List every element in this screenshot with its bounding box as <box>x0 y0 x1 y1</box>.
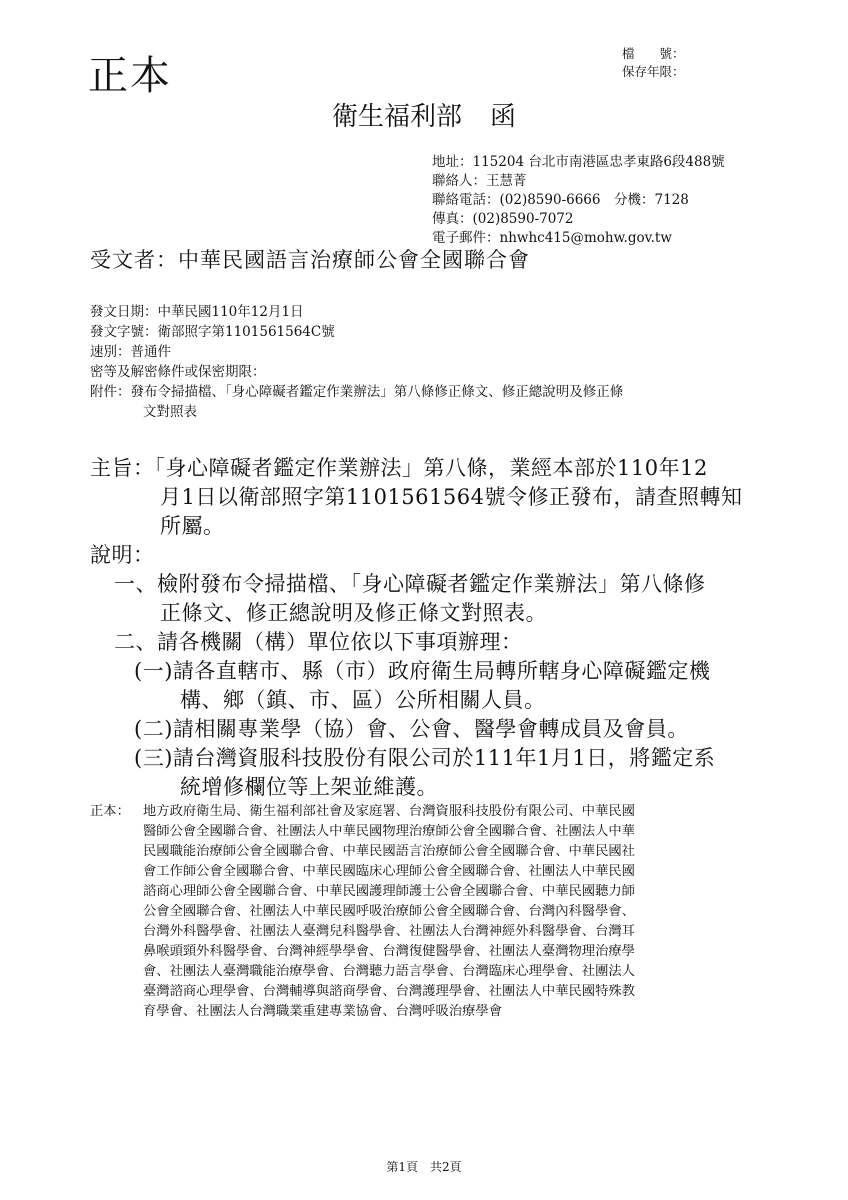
cc-label: 正本： <box>90 804 130 819</box>
delivery-speed: 速別：普通件 <box>90 344 171 360</box>
attachment-line-1: 附件：發布令掃描檔、「身心障礙者鑑定作業辦法」第八條修正條文、修正總說明及修正條 <box>90 384 624 400</box>
contact-phone: 聯絡電話：(02)8590-6666 分機：7128 <box>432 192 689 208</box>
cc-line: 臺灣諮商心理學會、台灣輔導與諮商學會、台灣護理學會、社團法人中華民國特殊教 <box>143 984 635 999</box>
attachment-line-2: 文對照表 <box>143 404 197 420</box>
subject-line-1: 主旨：「身心障礙者鑑定作業辦法」第八條，業經本部於110年12 <box>90 456 708 480</box>
cc-line: 醫師公會全國聯合會、社團法人中華民國物理治療師公會全國聯合會、社團法人中華 <box>143 824 635 839</box>
file-number-label: 檔 號： <box>622 46 685 61</box>
explanation-sub-1-line-2: 構、鄉（鎮、市、區）公所相關人員。 <box>180 688 546 712</box>
explanation-item-2-line-1: 二、請各機關（構）單位依以下事項辦理： <box>114 630 523 654</box>
contact-email: 電子郵件：nhwhc415@mohw.gov.tw <box>432 230 672 246</box>
page-number: 第1頁 共2頁 <box>386 1160 462 1174</box>
document-type: 函 <box>490 102 517 132</box>
subject-line-2: 月1日以衛部照字第1101561564號令修正發布，請查照轉知 <box>160 485 743 509</box>
explanation-item-1-line-1: 一、檢附發布令掃描檔、「身心障礙者鑑定作業辦法」第八條修 <box>114 572 706 596</box>
issue-date: 發文日期：中華民國110年12月1日 <box>90 304 304 320</box>
recipient: 受文者：中華民國語言治療師公會全國聯合會 <box>90 248 530 272</box>
contact-person: 聯絡人：王慧菁 <box>432 173 527 189</box>
explanation-heading: 說明： <box>90 543 155 567</box>
cc-line: 會、社團法人臺灣職能治療學會、台灣聽力語言學會、台灣臨床心理學會、社團法人 <box>143 964 635 979</box>
explanation-sub-2-line-1: (二)請相關專業學（協）會、公會、醫學會轉成員及會員。 <box>134 717 689 741</box>
document-title <box>0 96 848 133</box>
copy-mark: 正本 <box>88 53 172 99</box>
agency-name: 衛生福利部 <box>331 102 462 132</box>
contact-address: 地址：115204 台北市南港區忠孝東路6段488號 <box>432 154 725 170</box>
cc-line: 諮商心理師公會全國聯合會、中華民國護理師護士公會全國聯合會、中華民國聽力師 <box>143 884 635 899</box>
contact-fax: 傳真：(02)8590-7072 <box>432 211 574 227</box>
issue-number: 發文字號：衛部照字第1101561564C號 <box>90 324 335 340</box>
cc-line: 育學會、社團法人台灣職業重建專業協會、台灣呼吸治療學會 <box>143 1004 503 1019</box>
subject-line-3: 所屬。 <box>160 514 225 538</box>
cc-line: 地方政府衛生局、衛生福利部社會及家庭署、台灣資服科技股份有限公司、中華民國 <box>143 804 635 819</box>
explanation-sub-3-line-1: (三)請台灣資服科技股份有限公司於111年1月1日，將鑑定系 <box>134 746 716 770</box>
cc-line: 鼻喉頭頸外科醫學會、台灣神經學學會、台灣復健醫學會、社團法人臺灣物理治療學 <box>143 944 635 959</box>
cc-line: 會工作師公會全國聯合會、中華民國臨床心理師公會全國聯合會、社團法人中華民國 <box>143 864 635 879</box>
explanation-sub-1-line-1: (一)請各直轄市、縣（市）政府衛生局轉所轄身心障礙鑑定機 <box>134 659 711 683</box>
cc-line: 公會全國聯合會、社團法人中華民國呼吸治療師公會全國聯合會、台灣內科醫學會、 <box>143 904 635 919</box>
cc-line: 民國職能治療師公會全國聯合會、中華民國語言治療師公會全國聯合會、中華民國社 <box>143 844 635 859</box>
retention-period-label: 保存年限： <box>622 64 685 79</box>
explanation-item-1-line-2: 正條文、修正總說明及修正條文對照表。 <box>160 601 547 625</box>
explanation-sub-3-line-2: 統增修欄位等上架並維護。 <box>180 775 438 799</box>
cc-line: 台灣外科醫學會、社團法人臺灣兒科醫學會、社團法人台灣神經外科醫學會、台灣耳 <box>143 924 635 939</box>
secrecy-level: 密等及解密條件或保密期限： <box>90 364 266 380</box>
